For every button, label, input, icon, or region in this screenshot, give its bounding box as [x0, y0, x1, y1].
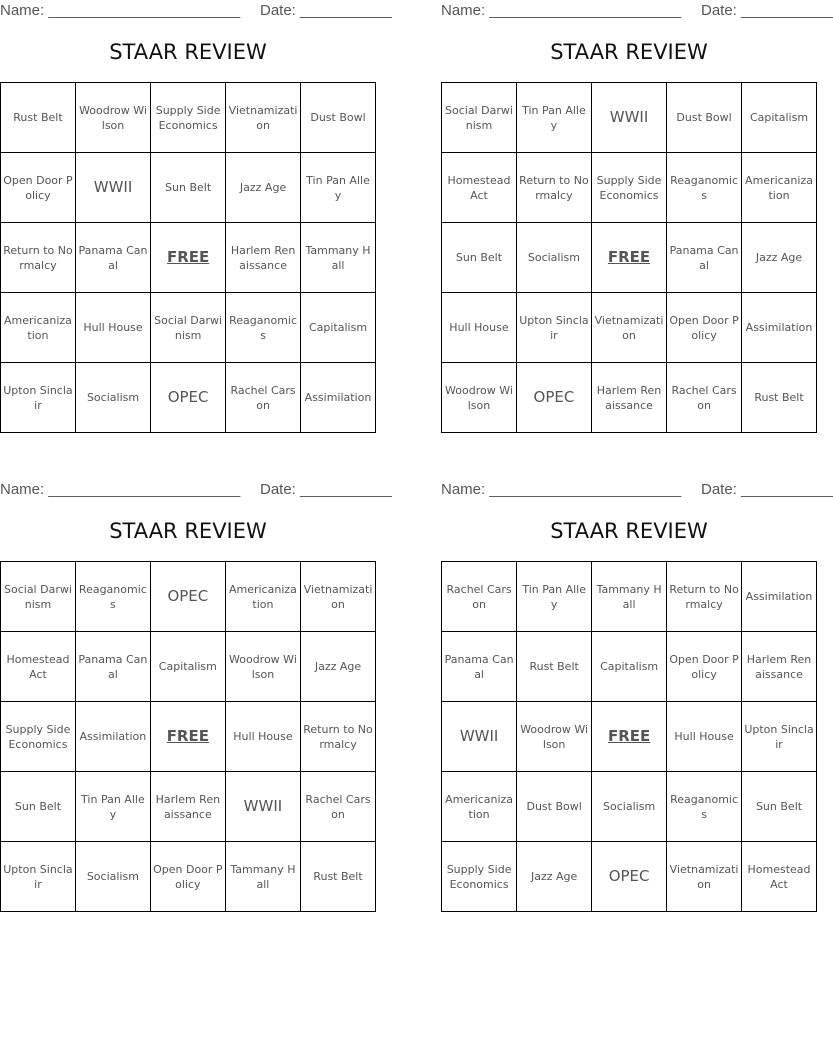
bingo-cell: Social Darwinism [151, 293, 226, 363]
bingo-cell: Social Darwinism [442, 83, 517, 153]
bingo-cell: Capitalism [301, 293, 376, 363]
bingo-cell: Reaganomics [226, 293, 301, 363]
date-field-label: Date: ___________ [701, 2, 833, 19]
bingo-cell: Return to Normalcy [516, 153, 591, 223]
grid-row [1, 363, 376, 433]
name-field-label: Name: _______________________ [0, 481, 241, 498]
bingo-cell: OPEC [516, 363, 591, 433]
bingo-cell: Harlem Renaissance [591, 363, 666, 433]
grid-row [1, 842, 376, 912]
grid-row [1, 632, 376, 702]
bingo-cell: Dust Bowl [301, 83, 376, 153]
grid-row [1, 223, 376, 293]
bingo-cell: OPEC [592, 842, 667, 912]
bingo-cell: Capitalism [592, 632, 667, 702]
bingo-cell: Reaganomics [667, 153, 742, 223]
bingo-cell: Sun Belt [1, 772, 76, 842]
grid-row [442, 83, 817, 153]
grid-row [442, 562, 817, 632]
bingo-cell: Homestead Act [442, 153, 517, 223]
bingo-cell: Upton Sinclair [742, 702, 817, 772]
bingo-cell: Jazz Age [517, 842, 592, 912]
bingo-cell: Supply Side Economics [1, 702, 76, 772]
bingo-cell: Upton Sinclair [1, 363, 76, 433]
bingo-cell: Rachel Carson [442, 562, 517, 632]
bingo-cell: Panama Canal [75, 632, 150, 702]
bingo-cell: Socialism [75, 842, 150, 912]
bingo-cell: Rust Belt [742, 363, 817, 433]
bingo-cell: Homestead Act [742, 842, 817, 912]
bingo-cell: Panama Canal [75, 223, 150, 293]
bingo-cell: Americanization [442, 772, 517, 842]
grid-row [442, 632, 817, 702]
free-space-cell: FREE [592, 702, 667, 772]
bingo-grid [0, 82, 376, 433]
bingo-cell: WWII [225, 772, 300, 842]
bingo-cell: Sun Belt [742, 772, 817, 842]
bingo-cell: Rust Belt [517, 632, 592, 702]
bingo-cell: WWII [442, 702, 517, 772]
bingo-cell: Homestead Act [1, 632, 76, 702]
bingo-grid [441, 82, 817, 433]
bingo-cell: Tammany Hall [301, 223, 376, 293]
bingo-cell: Upton Sinclair [1, 842, 76, 912]
bingo-cell: Panama Canal [442, 632, 517, 702]
bingo-cell: OPEC [151, 363, 226, 433]
bingo-cell: Tin Pan Alley [75, 772, 150, 842]
bingo-cell: Rust Belt [301, 842, 376, 912]
bingo-cell: Harlem Renaissance [742, 632, 817, 702]
bingo-cell: Rachel Carson [226, 363, 301, 433]
grid-row [442, 842, 817, 912]
card-title: STAAR REVIEW [109, 40, 267, 64]
bingo-cell: Woodrow Wilson [225, 632, 300, 702]
bingo-cell: Assimilation [742, 562, 817, 632]
bingo-cell: Tammany Hall [225, 842, 300, 912]
bingo-cell: Rachel Carson [301, 772, 376, 842]
bingo-cell: Hull House [667, 702, 742, 772]
card-title: STAAR REVIEW [550, 519, 708, 543]
bingo-cell: Americanization [225, 562, 300, 632]
bingo-cell: Reaganomics [667, 772, 742, 842]
grid-row [442, 702, 817, 772]
bingo-cell: Assimilation [301, 363, 376, 433]
bingo-cell: Capitalism [150, 632, 225, 702]
grid-row [1, 83, 376, 153]
bingo-cell: Harlem Renaissance [150, 772, 225, 842]
bingo-cell: Jazz Age [742, 223, 817, 293]
bingo-cell: Americanization [1, 293, 76, 363]
bingo-cell: Assimilation [75, 702, 150, 772]
bingo-cell: Americanization [742, 153, 817, 223]
bingo-cell: WWII [75, 153, 150, 223]
bingo-cell: Panama Canal [667, 223, 742, 293]
bingo-cell: Dust Bowl [667, 83, 742, 153]
card-header [0, 479, 392, 501]
bingo-cell: Vietnamization [301, 562, 376, 632]
bingo-cell: Jazz Age [226, 153, 301, 223]
grid-row [442, 772, 817, 842]
bingo-cell: Open Door Policy [150, 842, 225, 912]
free-space-cell: FREE [150, 702, 225, 772]
bingo-cell: Supply Side Economics [591, 153, 666, 223]
bingo-cell: Hull House [442, 293, 517, 363]
bingo-cell: Open Door Policy [1, 153, 76, 223]
bingo-cell: Tin Pan Alley [301, 153, 376, 223]
bingo-cell: Tin Pan Alley [517, 562, 592, 632]
grid-row [442, 293, 817, 363]
name-field-label: Name: _______________________ [441, 481, 682, 498]
grid-row [442, 363, 817, 433]
name-field-label: Name: _______________________ [0, 2, 241, 19]
bingo-cell: Tammany Hall [592, 562, 667, 632]
bingo-cell: Vietnamization [667, 842, 742, 912]
date-field-label: Date: ___________ [701, 481, 833, 498]
grid-row [1, 293, 376, 363]
card-header [441, 0, 833, 22]
free-space-cell: FREE [591, 223, 666, 293]
bingo-cell: Open Door Policy [667, 632, 742, 702]
name-field-label: Name: _______________________ [441, 2, 682, 19]
bingo-cell: Return to Normalcy [1, 223, 76, 293]
bingo-cell: Open Door Policy [667, 293, 742, 363]
bingo-cell: Woodrow Wilson [517, 702, 592, 772]
grid-row [1, 153, 376, 223]
grid-row [1, 772, 376, 842]
bingo-cell: Sun Belt [442, 223, 517, 293]
bingo-cell: Socialism [592, 772, 667, 842]
bingo-cell: Socialism [75, 363, 150, 433]
bingo-cell: Hull House [225, 702, 300, 772]
date-field-label: Date: ___________ [260, 2, 392, 19]
bingo-cell: Rachel Carson [667, 363, 742, 433]
grid-row [442, 223, 817, 293]
date-field-label: Date: ___________ [260, 481, 392, 498]
card-title: STAAR REVIEW [550, 40, 708, 64]
bingo-cell: WWII [591, 83, 666, 153]
bingo-cell: Harlem Renaissance [226, 223, 301, 293]
bingo-cell: Reaganomics [75, 562, 150, 632]
bingo-cell: Vietnamization [591, 293, 666, 363]
bingo-cell: Rust Belt [1, 83, 76, 153]
bingo-grid [0, 561, 376, 912]
bingo-cell: Supply Side Economics [442, 842, 517, 912]
bingo-cell: Tin Pan Alley [516, 83, 591, 153]
bingo-cell: Woodrow Wilson [442, 363, 517, 433]
bingo-cell: Social Darwinism [1, 562, 76, 632]
bingo-cell: Woodrow Wilson [75, 83, 150, 153]
bingo-cell: Hull House [75, 293, 150, 363]
card-title: STAAR REVIEW [109, 519, 267, 543]
bingo-cell: OPEC [150, 562, 225, 632]
bingo-cell: Capitalism [742, 83, 817, 153]
grid-row [1, 702, 376, 772]
bingo-cell: Vietnamization [226, 83, 301, 153]
bingo-cell: Dust Bowl [517, 772, 592, 842]
bingo-cell: Jazz Age [301, 632, 376, 702]
card-header [441, 479, 833, 501]
bingo-cell: Assimilation [742, 293, 817, 363]
grid-row [1, 562, 376, 632]
bingo-cell: Return to Normalcy [301, 702, 376, 772]
bingo-cell: Sun Belt [151, 153, 226, 223]
bingo-cell: Supply Side Economics [151, 83, 226, 153]
bingo-cell: Return to Normalcy [667, 562, 742, 632]
bingo-cell: Socialism [516, 223, 591, 293]
grid-row [442, 153, 817, 223]
bingo-grid [441, 561, 817, 912]
bingo-cell: Upton Sinclair [516, 293, 591, 363]
card-header [0, 0, 392, 22]
free-space-cell: FREE [151, 223, 226, 293]
